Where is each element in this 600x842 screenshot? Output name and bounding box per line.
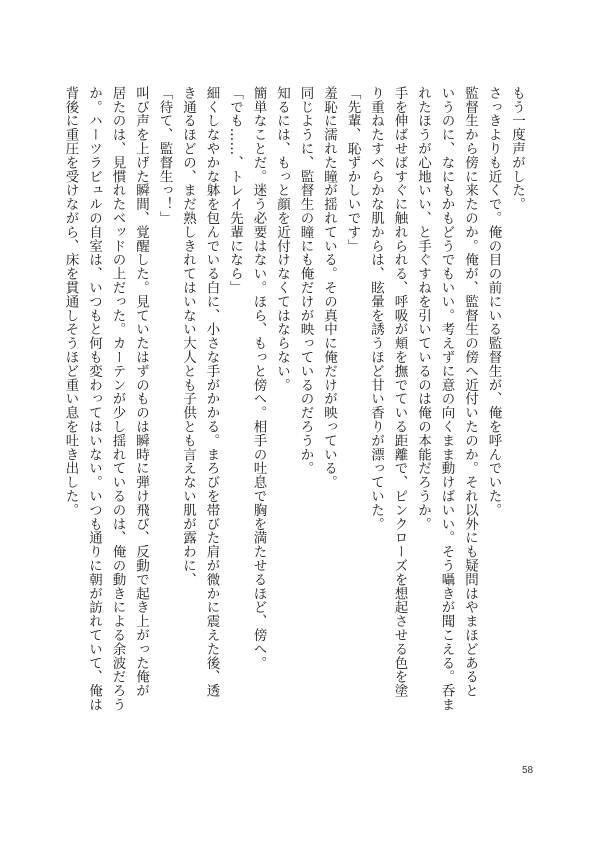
text-line: 監督生から傍に来たのか。俺が、監督生の傍へ近付いたのか。それ以外にも疑問はやまほどあると [462, 86, 478, 698]
vertical-text-body [58, 86, 528, 740]
text-line: 簡単なことだ。迷う必要はない。ほら、もっと傍へ。相手の吐息で胸を満たせるほど、傍へ。 [250, 86, 267, 670]
dialogue-line: 「でも……、トレイ先輩になら」 [227, 86, 243, 295]
text-line: さっきよりも近くで。俺の目の前にいる監督生が、俺を呼んでいた。 [485, 86, 502, 517]
text-line: 居たのは、見慣れたベッドの上だった。カーテンが少し揺れているのは、俺の動きによる余波だろう [109, 86, 126, 712]
text-line: 背後に重圧を受けながら、床を貫通しそうほど重い息を吐き出した。 [62, 86, 79, 517]
text-line: 羞恥に濡れた瞳が揺れている。その真中に俺だけが映っている。 [321, 86, 337, 490]
text-line: 叫び声を上げた瞬間、覚醒した。見ていたはずのものは瞬時に弾け飛び、反動で起き上がった俺が [133, 86, 149, 698]
text-line: 手を伸ばせばすぐに触れられる、呼吸が頬を撫でている距離で、ピンクローズを想起させる色を塗 [391, 86, 408, 698]
text-line: れたほうが心地いい、と手ぐすねを引いているのは俺の本能だろうか。 [415, 86, 431, 531]
text-line: 同じように、監督生の瞳にも俺だけが映っているのだろうか。 [297, 86, 314, 476]
text-line: 細くしなやかな躰を包んでいる白に、小さな手がかかる。まろびを帯びた肩が微かに震えた後、透 [203, 86, 220, 698]
text-line: か。ハーツラビュルの自室は、いつもと何も変わってはいない。いつも通りに朝が訪れていて、俺は [86, 86, 102, 712]
text-line: いうのに、なにもかもどうでもいい。考えずに意の向くまま動けばいい。そう囁きが聞こえる。呑ま [438, 86, 455, 712]
text-line: 知るには、もっと顔を近付けなくてはならない。 [274, 86, 290, 392]
text-line: り重ねたすべらかな肌からは、眩暈を誘うほど甘い香りが漂っていた。 [368, 86, 384, 531]
page-number: 58 [522, 765, 534, 776]
dialogue-line: 「先輩、恥ずかしいです」 [344, 86, 361, 253]
text-line: もう一度声がした。 [509, 86, 525, 212]
text-line: き通るほどの、まだ熟しきれてはいない大人とも子供とも言えない肌が露わに、 [180, 86, 196, 587]
dialogue-line: 「待て、監督生っ！」 [156, 86, 173, 225]
